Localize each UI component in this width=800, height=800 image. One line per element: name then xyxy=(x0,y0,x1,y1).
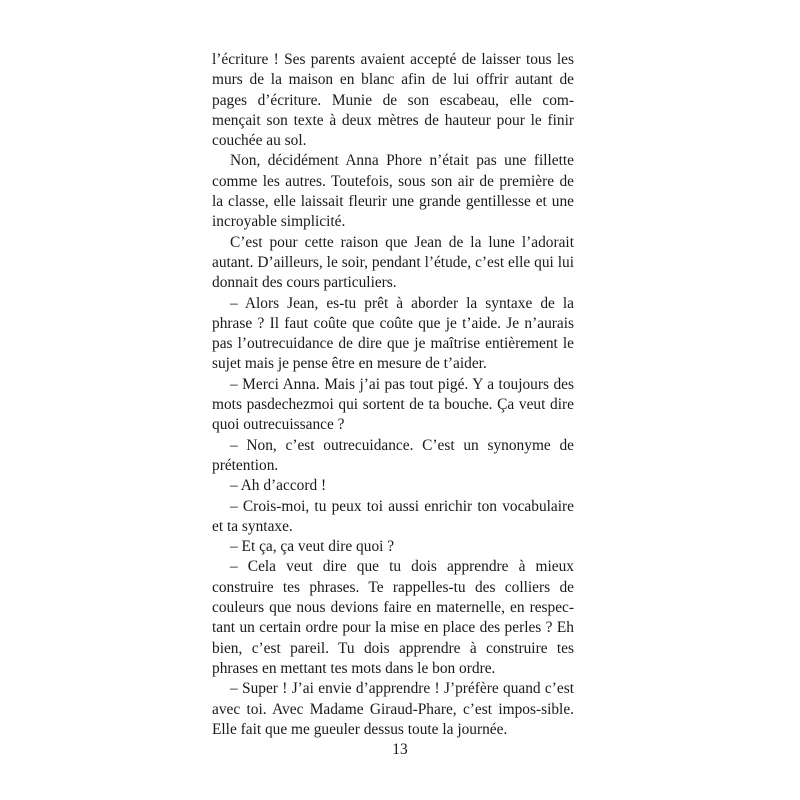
paragraph-2: Non, décidément Anna Phore n’était pas une fillette comme les autres. Toutefois, sous son air de première de la classe, elle laissait fleurir une grande gentillesse et une incroyable simplicité. xyxy=(212,152,574,231)
paragraph-7: – Ah d’accord ! xyxy=(230,477,327,495)
paragraph-11: – Super ! J’ai envie d’apprendre ! J’préfère quand c’est avec toi. Avec Madame Giraud-Phare, c’est impos-sible. Elle fait que me gueuler dessus toute la journée. xyxy=(212,680,574,738)
paragraph-4: – Alors Jean, es-tu prêt à aborder la syntaxe de la phrase ? Il faut coûte que coûte que je t’aide. Je n’aurais pas l’outrecuidance de dire que je maîtrise entièrement le sujet mais je pense être en mesure de t’aider. xyxy=(212,294,574,373)
page-number: 13 xyxy=(392,741,408,758)
paragraph-3: C’est pour cette raison que Jean de la lune l’adorait autant. D’ailleurs, le soir, pendant l’étude, c’est elle qui lui donnait des cours particuliers. xyxy=(212,233,574,292)
body-text xyxy=(212,50,574,740)
paragraph-9: – Et ça, ça veut dire quoi ? xyxy=(230,538,395,556)
paragraph-5: – Merci Anna. Mais j’ai pas tout pigé. Y a toujours des mots pasdechezmoi qui sortent de ta bouche. Ça veut dire quoi outrecuissance ? xyxy=(212,375,574,434)
paragraph-10: – Cela veut dire que tu dois apprendre à mieux construire tes phrases. Te rappelles-tu des colliers de couleurs que nous devions faire en maternelle, en respec-tant un certain ordre pour la mise en place des perles ? Eh bien, c’est pareil. Tu dois apprendre à construire tes phrases en mettant tes mots dans le bon ordre. xyxy=(212,558,574,677)
paragraph-6: – Non, c’est outrecuidance. C’est un synonyme de prétention. xyxy=(212,436,574,474)
paragraph-1: l’écriture ! Ses parents avaient accepté de laisser tous les murs de la maison en blanc afin de lui offrir autant de pages d’écriture. Munie de son escabeau, elle com-mençait son texte à deux mètres de hauteur pour le finir couchée au sol. xyxy=(212,51,574,150)
paragraph-8: – Crois-moi, tu peux toi aussi enrichir ton vocabulaire et ta syntaxe. xyxy=(212,497,574,535)
